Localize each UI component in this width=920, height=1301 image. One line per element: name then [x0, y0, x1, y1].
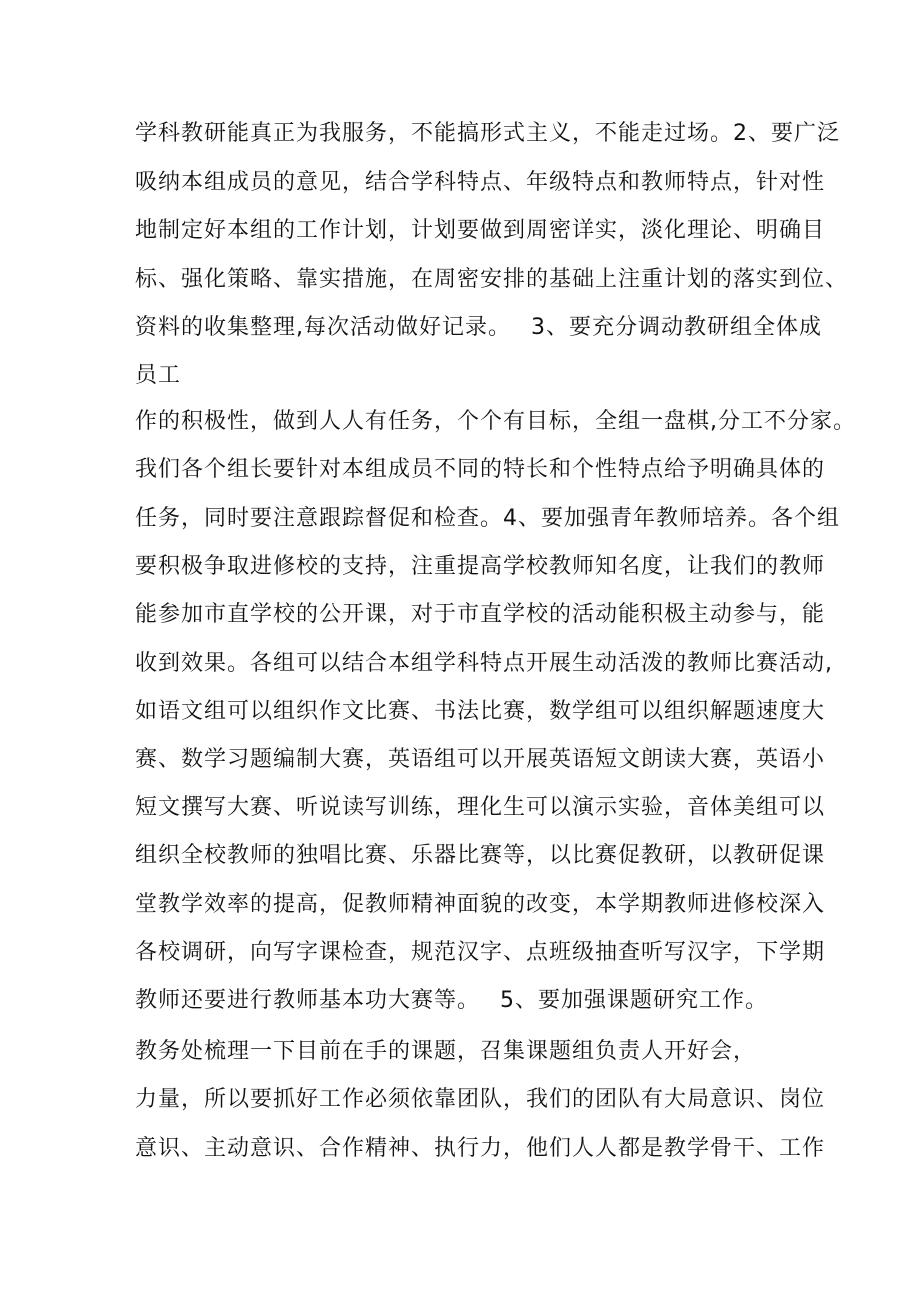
text-line: 教师还要进行教师基本功大赛等。 5、要加强课题研究工作。: [135, 988, 768, 1013]
text-line: 堂教学效率的提高，促教师精神面貌的改变，本学期教师进修校深入: [135, 892, 826, 917]
text-line: 收到效果。各组可以结合本组学科特点开展生动活泼的教师比赛活动,: [135, 651, 833, 676]
text-line: 组织全校教师的独唱比赛、乐器比赛等，以比赛促教研，以教研促课: [135, 843, 826, 868]
text-line: 我们各个组长要针对本组成员不同的特长和个性特点给予明确具体的: [135, 457, 826, 482]
text-line: 吸纳本组成员的意见，结合学科特点、年级特点和教师特点，针对性: [135, 170, 826, 195]
text-line: 力量，所以要抓好工作必须依靠团队，我们的团队有大局意识、岗位: [135, 1087, 826, 1112]
text-line: 任务，同时要注意跟踪督促和检查。4、要加强青年教师培养。各个组: [135, 506, 840, 531]
text-line: 如语文组可以组织作文比赛、书法比赛，数学组可以组织解题速度大: [135, 699, 826, 724]
text-line: 资料的收集整理,每次活动做好记录。 3、要充分调动教研组全体成: [135, 315, 822, 340]
text-line: 教务处梳理一下目前在手的课题，召集课题组负责人开好会，: [135, 1039, 757, 1064]
text-line: 能参加市直学校的公开课，对于市直学校的活动能积极主动参与，能: [135, 602, 826, 627]
text-line: 赛、数学习题编制大赛，英语组可以开展英语短文朗读大赛，英语小: [135, 747, 826, 772]
text-line: 作的积极性，做到人人有任务，个个有目标，全组一盘棋,分工不分家。: [135, 409, 856, 434]
text-line: 标、强化策略、靠实措施，在周密安排的基础上注重计划的落实到位、: [135, 267, 849, 292]
text-line: 地制定好本组的工作计划，计划要做到周密详实，淡化理论、明确目: [135, 218, 826, 243]
text-line: 各校调研，向写字课检查，规范汉字、点班级抽查听写汉字，下学期: [135, 940, 826, 965]
text-line: 员工: [135, 363, 182, 388]
text-line: 要积极争取进修校的支持，注重提高学校教师知名度，让我们的教师: [135, 554, 826, 579]
text-line: 学科教研能真正为我服务，不能搞形式主义，不能走过场。2、要广泛: [135, 121, 840, 146]
text-line: 短文撰写大赛、听说读写训练，理化生可以演示实验，音体美组可以: [135, 795, 826, 820]
text-line: 意识、主动意识、合作精神、执行力，他们人人都是教学骨干、工作: [135, 1136, 826, 1161]
